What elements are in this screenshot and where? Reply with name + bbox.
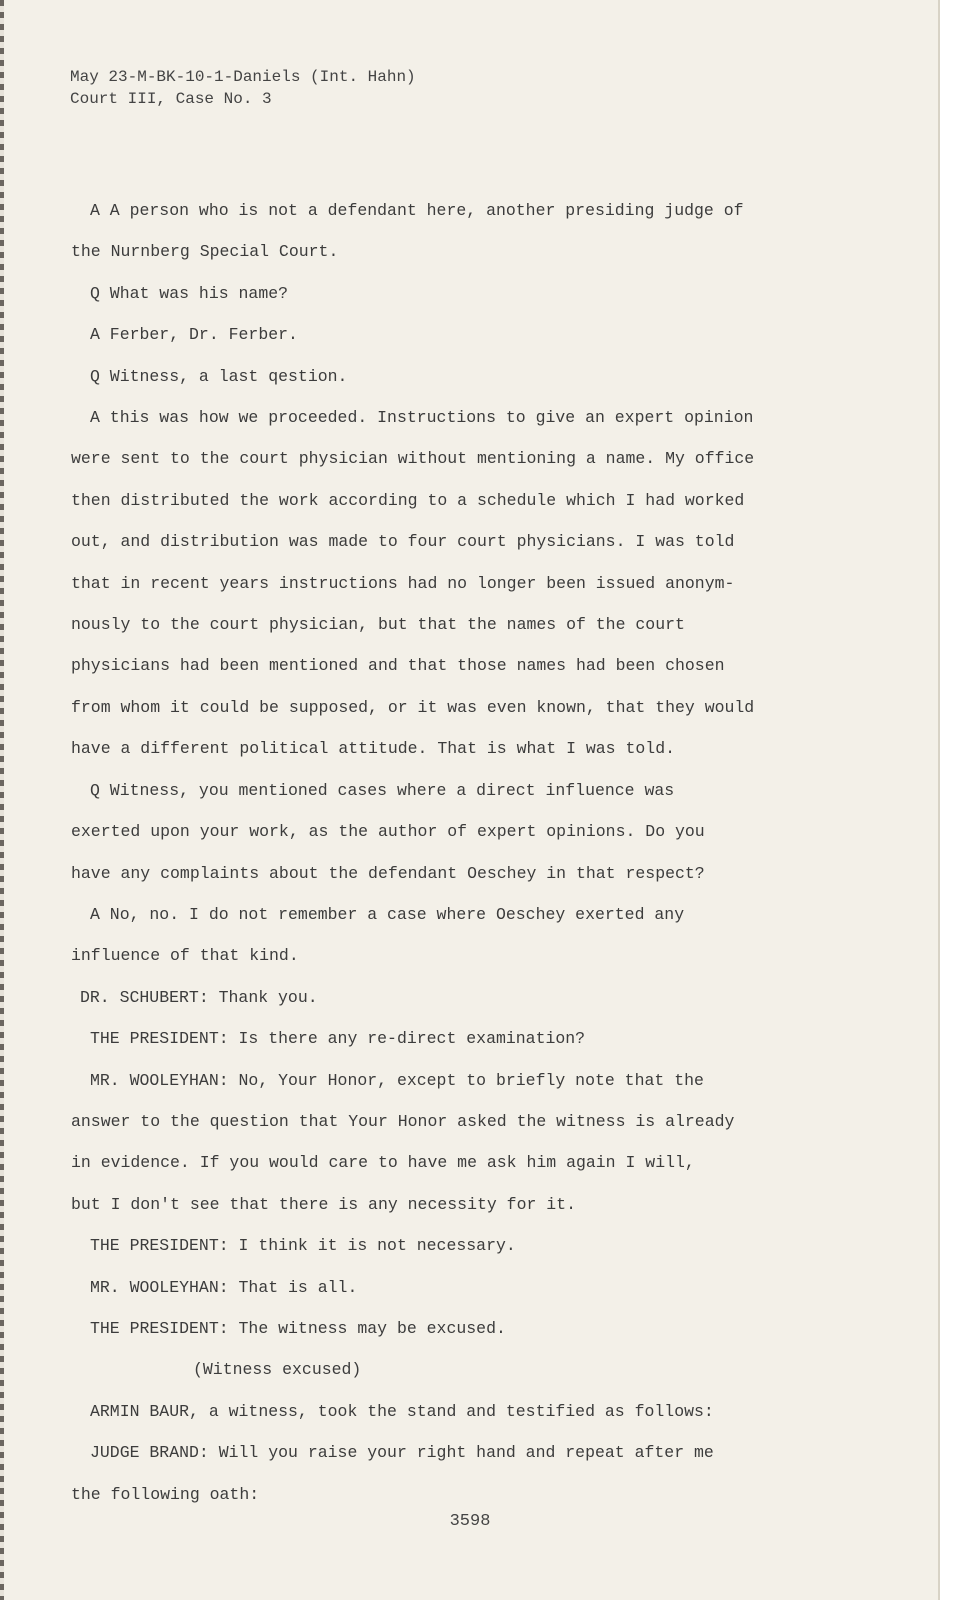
transcript-line: THE PRESIDENT: The witness may be excused. [90, 1318, 506, 1338]
transcript-line: A this was how we proceeded. Instructions to give an expert opinion [90, 408, 754, 428]
transcript-line: the following oath: [71, 1484, 260, 1504]
transcript-line: physicians had been mentioned and that those names had been chosen [71, 656, 725, 676]
transcript-line: A No, no. I do not remember a case where Oeschey exerted any [90, 904, 685, 924]
header-line-1: May 23-M-BK-10-1-Daniels (Int. Hahn) [70, 68, 416, 86]
transcript-line: MR. WOOLEYHAN: That is all. [90, 1277, 358, 1297]
transcript-line: answer to the question that Your Honor asked the witness is already [71, 1111, 735, 1131]
transcript-line: the Nurnberg Special Court. [71, 242, 339, 262]
transcript-line: have any complaints about the defendant Oeschey in that respect? [71, 863, 705, 883]
document-header [70, 66, 416, 110]
transcript-line: MR. WOOLEYHAN: No, Your Honor, except to briefly note that the [90, 1070, 704, 1090]
transcript-line: that in recent years instructions had no longer been issued anonym- [71, 573, 735, 593]
transcript-line: from whom it could be supposed, or it was even known, that they would [71, 697, 755, 717]
transcript-line: Q Witness, you mentioned cases where a direct influence was [90, 780, 675, 800]
transcript-line: JUDGE BRAND: Will you raise your right hand and repeat after me [90, 1443, 714, 1463]
transcript-line: Q What was his name? [90, 283, 289, 303]
transcript-line: nously to the court physician, but that the names of the court [71, 615, 685, 635]
transcript-line: A Ferber, Dr. Ferber. [90, 325, 298, 345]
transcript-line: influence of that kind. [71, 946, 299, 966]
transcript-line: exerted upon your work, as the author of expert opinions. Do you [71, 822, 705, 842]
scan-edge [0, 0, 4, 1600]
page-number: 3598 [449, 1512, 491, 1531]
transcript-line: DR. SCHUBERT: Thank you. [80, 987, 318, 1007]
transcript-line: then distributed the work according to a schedule which I had worked [71, 490, 745, 510]
transcript-line: were sent to the court physician without mentioning a name. My office [71, 449, 755, 469]
transcript-line: in evidence. If you would care to have me ask him again I will, [71, 1153, 695, 1173]
transcript-line: A A person who is not a defendant here, another presiding judge of [90, 201, 744, 220]
transcript-line: out, and distribution was made to four court physicians. I was told [71, 532, 735, 552]
transcript-line: ARMIN BAUR, a witness, took the stand and testified as follows: [90, 1401, 714, 1421]
transcript-line: THE PRESIDENT: I think it is not necessary. [90, 1236, 516, 1256]
transcript-line: THE PRESIDENT: Is there any re-direct examination? [90, 1029, 586, 1049]
transcript-line: have a different political attitude. That is what I was told. [71, 739, 675, 759]
transcript-body [71, 190, 891, 1515]
transcript-line: Q Witness, a last qestion. [90, 366, 348, 386]
transcript-line: (Witness excused) [193, 1360, 362, 1380]
page-margin [940, 0, 953, 1600]
header-line-2: Court III, Case No. 3 [70, 90, 272, 108]
transcript-line: but I don't see that there is any necessity for it. [71, 1194, 576, 1214]
